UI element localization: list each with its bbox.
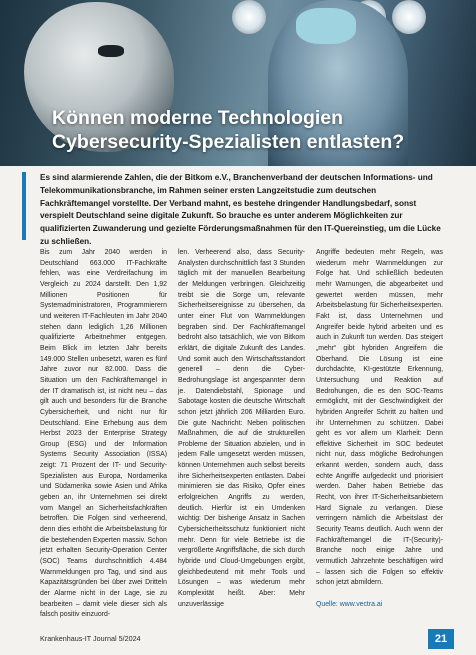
journal-footer: Krankenhaus-IT Journal 5/2024 bbox=[40, 634, 141, 643]
surgical-mask bbox=[296, 8, 356, 44]
hero-image bbox=[0, 0, 476, 166]
robot-eye bbox=[98, 45, 124, 57]
article-lead: Es sind alarmierende Zahlen, die der Bitkom e.V., Branchenverband der deutschen Informations- und Telekommunikationsbranche, im Rahmen seiner ersten Langzeitstudie zum deutschen Fachkräftemangel vorstellte. Der Verband mahnt, es bestehe dringender Handlungsbedarf, sonst verspielt Deutschland seine digitale Zukunft. So brauche es unter anderem Möglichkeiten zur qualifizierten Zuwanderung und gezielte Förderungsmaßnahmen für den IT-Quereinstieg, um die Lücke zu schließen. bbox=[40, 173, 441, 246]
surgical-lamp bbox=[392, 0, 426, 34]
article-body bbox=[40, 248, 443, 621]
title-line-1: Können moderne Technologien bbox=[52, 107, 344, 129]
title-line-2: Cybersecurity-Spezialisten entlasten? bbox=[52, 131, 405, 153]
page-number: 21 bbox=[428, 629, 454, 649]
lead-accent-bar bbox=[22, 172, 26, 240]
body-column-3 bbox=[316, 248, 443, 621]
surgical-lamp bbox=[232, 0, 266, 34]
source-line: Quelle: www.vectra.ai bbox=[316, 600, 383, 608]
body-column-1: Bis zum Jahr 2040 werden in Deutschland 663.000 IT-Fachkräfte fehlen, was eine Verdreifachung im Vergleich zu 2024 darstellt. Den 1,92 Millionen Positionen für Systemadministratoren, Programmierern und weiteren IT-Fachleuten im Jahr 2040 stehen dann lediglich 1,26 Millionen qualifizierte Arbeitnehmer entgegen. Beim Blick im letzten Jahr bereits 149.000 Stellen unbesetzt, waren es fünf Jahre zuvor nur 82.000. Dass die Situation um den Fachkräftemangel in der IT dramatisch ist, ist nicht neu – das gilt auch und besonders für die Branche Cybersicherheit, und nicht nur für Deutschland. Eine Erhebung aus dem Herbst 2023 der Enterprise Strategy Group (ESG) und der Information Systems Security Association (ISSA) zeigt: 71 Prozent der IT- und Security-Spezialisten aus Europa, Nordamerika und Südamerika sowie Asien und Afrika geben an, ihr Unternehmen sei direkt vom Mangel an Sicherheitsfachkräften betroffen. Die Folgen sind verheerend, denn dies erhöht die Arbeitsbelastung für die bestehenden Experten massiv. Schon jetzt erhalten Security-Operation Center (SOC) Teams durchschnittlich 4.484 Warnmeldungen pro Tag, und sind aus Kapazitätsgründen bei über zwei Dritteln der Alarme nicht in der Lage, sie zu bearbeiten – damit viele dieser sich als falsch positiv einzuord- bbox=[40, 249, 167, 619]
body-column-3-text: Angriffe bedeuten mehr Regeln, was wiederum mehr Warnmeldungen zur Folge hat. Und schließlich bedeuten mehr Warnungen, die abgearbeitet und gewertet werden müssen, mehr Arbeitsbelastung für Sicherheitsexperten. Fakt ist, dass Unternehmen und Angreifer beide hybrid arbeiten und es auch in Zukunft tun werden. Das steigert „mehr“ gibt hybriden Angreifern die Oberhand. Die Lösung ist eine durchdachte, KI-gestützte Erkennung, Untersuchung und Reaktion auf Bedrohungen, die es den SOC-Teams ermöglicht, mit der Geschwindigkeit der hybriden Angreifer Schritt zu halten und ihr Unternehmen zu schützen. Dabei geht es vor allem um Klarheit: Denn effektive Sicherheit im SOC bedeutet nicht nur, dass mögliche Bedrohungen erkannt werden, sondern auch, dass echte Angriffe aufgedeckt und priorisiert werden. Daher haben Betriebe das Recht, von ihrer IT-Sicherheitsanbietern Hard Signale zu verlangen. Diese verringern nämlich die Arbeitslast der Security Teams deutlich. Auch wenn der Fachkräftemangel die IT-(Security)-Branche noch einige Jahre und vermutlich Jahrzehnte beschäftigen wird – lassen sich die Folgen so effektiv schon jetzt abmildern. bbox=[316, 249, 443, 587]
body-column-2: len. Verheerend also, dass Security-Analysten durchschnittlich fast 3 Stunden täglich mit der manuellen Bearbeitung der Meldungen verbringen. Gleichzeitig treibt sie die Sorge um, relevante Sicherheitsereignisse zu übersehen, da unter einer Flut von Warnmeldungen begraben sind. Der Fachkräftemangel bedroht also tatsächlich, wie von Bitkom erklärt, die digitale Zukunft des Landes. Und somit auch den Wirtschaftsstandort generell – denn die Cyber-Bedrohungslage ist angespannter denn je. Datendiebstahl, Spionage und Sabotage kosten die deutsche Wirtschaft schon jetzt jährlich 206 Milliarden Euro. Die gute Nachricht: Neben politischen Maßnahmen, die auf die strukturellen Probleme der Situation abzielen, und in jedem Falle umgesetzt werden müssen, können Unternehmen auch selbst bereits ihre Sicherheitsexperten entlasten. Dabei minimieren sie das Risiko, Opfer eines erfolgreichen Angriffs zu werden, deutlich. Hierfür ist ein Umdenken wichtig: Der bisherige Ansatz in Sachen Cybersicherheitsschutz funktioniert nicht mehr. Denn für viele Betriebe ist die vergrößerte Angriffsfläche, die sich durch hybride und Cloud-Umgebungen ergibt, gleichbedeutend mit mehr Tools und Lösungen – was wiederum mehr Komplexität heißt. Aber: Mehr unzuverlässige bbox=[178, 249, 305, 608]
article-title bbox=[52, 106, 404, 154]
